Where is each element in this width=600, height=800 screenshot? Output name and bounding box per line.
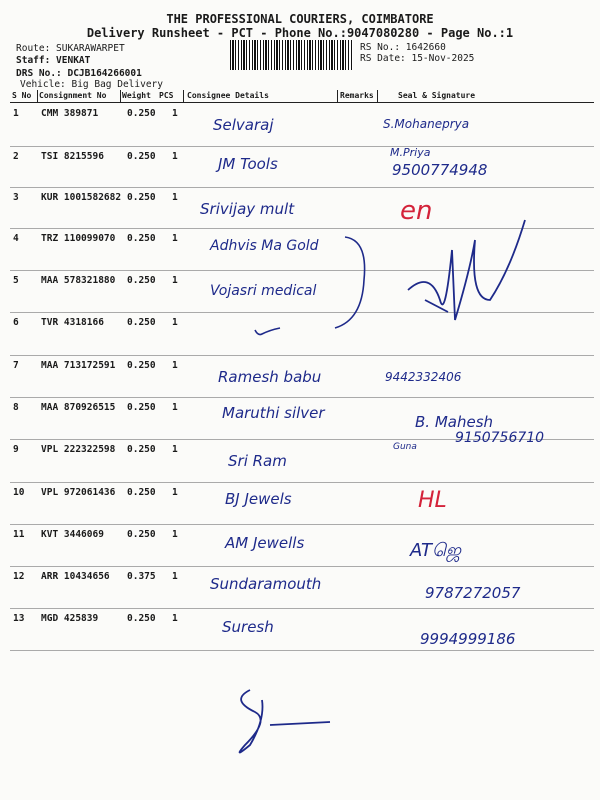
cell-consignment: VPL 222322598 [41,444,116,455]
cell-pcs: 1 [172,151,178,162]
rs-date: RS Date: 15-Nov-2025 [360,53,475,64]
cell-sno: 2 [13,151,19,162]
cell-sno: 1 [13,108,19,119]
cell-sno: 9 [13,444,19,455]
cell-weight: 0.250 [127,192,156,203]
cell-pcs: 1 [172,360,178,371]
consignee-hand-2: JM Tools [218,155,278,173]
cell-weight: 0.250 [127,317,156,328]
cell-weight: 0.250 [127,613,156,624]
col-seal: Seal & Signature [398,91,476,100]
col-pcs: PCS [159,91,174,100]
col-consignment: Consignment No [39,91,107,100]
route-label: Route: SUKARAWARPET [16,43,125,54]
cell-pcs: 1 [172,613,178,624]
cell-sno: 5 [13,275,19,286]
company-title: THE PROFESSIONAL COURIERS, COIMBATORE [166,12,434,26]
consignee-hand-13: Suresh [222,618,274,636]
col-consignee: Consignee Details [187,91,269,100]
cell-pcs: 1 [172,108,178,119]
cell-weight: 0.250 [127,402,156,413]
cell-consignment: VPL 972061436 [41,487,116,498]
cell-weight: 0.250 [127,108,156,119]
signature-8: B. Mahesh [415,413,494,431]
cell-consignment: TRZ 110099070 [41,233,116,244]
signature-9: 9150756710 [455,430,545,446]
signature-11: ATஜெ [410,540,462,561]
cell-consignment: MAA 713172591 [41,360,116,371]
cell-weight: 0.375 [127,571,156,582]
col-remarks: Remarks [340,91,374,100]
signature-12: 9787272057 [425,584,521,602]
consignee-hand-11: AM Jewells [225,534,305,552]
cell-weight: 0.250 [127,275,156,286]
drs-label: DRS No.: DCJB164266001 [16,68,142,79]
cell-consignment: KUR 1001582682 [41,192,122,203]
signature-1: S.Mohaneprya [383,117,470,131]
cell-pcs: 1 [172,317,178,328]
cell-pcs: 1 [172,275,178,286]
consignee-hand-9: Sri Ram [228,452,287,470]
staff-label: Staff: VENKAT [16,55,91,66]
consignee-hand-3: Srivijay mult [200,200,295,218]
signature-13: 9994999186 [420,630,516,648]
col-weight: Weight [122,91,151,100]
cell-weight: 0.250 [127,233,156,244]
cell-pcs: 1 [172,192,178,203]
cell-consignment: MAA 870926515 [41,402,116,413]
vehicle-label: Vehicle: Big Bag Delivery [20,79,163,90]
cell-weight: 0.250 [127,151,156,162]
consignee-hand-5: Vojasri medical [210,283,317,299]
cell-weight: 0.250 [127,487,156,498]
cell-pcs: 1 [172,529,178,540]
consignee-hand-4: Adhvis Ma Gold [210,238,319,254]
signature-3: en [400,196,433,226]
consignee-hand-1: Selvaraj [213,116,274,134]
signature-9a: Guna [393,442,417,452]
cell-sno: 11 [13,529,25,540]
consignee-hand-7: Ramesh babu [218,368,322,386]
col-sno: S No [12,91,32,100]
cell-consignment: CMM 389871 [41,108,99,119]
cell-pcs: 1 [172,233,178,244]
cell-consignment: KVT 3446069 [41,529,104,540]
cell-sno: 10 [13,487,25,498]
cell-pcs: 1 [172,487,178,498]
cell-weight: 0.250 [127,360,156,371]
signature-2: 9500774948 [392,161,488,179]
cell-consignment: TSI 8215596 [41,151,104,162]
cell-pcs: 1 [172,444,178,455]
cell-sno: 3 [13,192,19,203]
consignee-hand-10: BJ Jewels [225,490,292,508]
cell-consignment: TVR 4318166 [41,317,104,328]
cell-sno: 6 [13,317,19,328]
signature-10: HL [418,488,447,513]
cell-weight: 0.250 [127,529,156,540]
consignee-hand-8: Maruthi silver [222,404,325,422]
cell-weight: 0.250 [127,444,156,455]
cell-pcs: 1 [172,571,178,582]
consignee-hand-12: Sundaramouth [210,575,322,593]
cell-consignment: ARR 10434656 [41,571,110,582]
cell-sno: 4 [13,233,19,244]
cell-sno: 12 [13,571,25,582]
cell-consignment: MGD 425839 [41,613,99,624]
cell-sno: 7 [13,360,19,371]
cell-consignment: MAA 578321880 [41,275,116,286]
rs-number: RS No.: 1642660 [360,42,446,53]
signature-7: 9442332406 [385,370,462,384]
runsheet-subtitle: Delivery Runsheet - PCT - Phone No.:9047080280 - Page No.:1 [86,26,514,40]
cell-sno: 8 [13,402,19,413]
cell-pcs: 1 [172,402,178,413]
cell-sno: 13 [13,613,25,624]
signature-2a: M.Priya [390,146,431,159]
